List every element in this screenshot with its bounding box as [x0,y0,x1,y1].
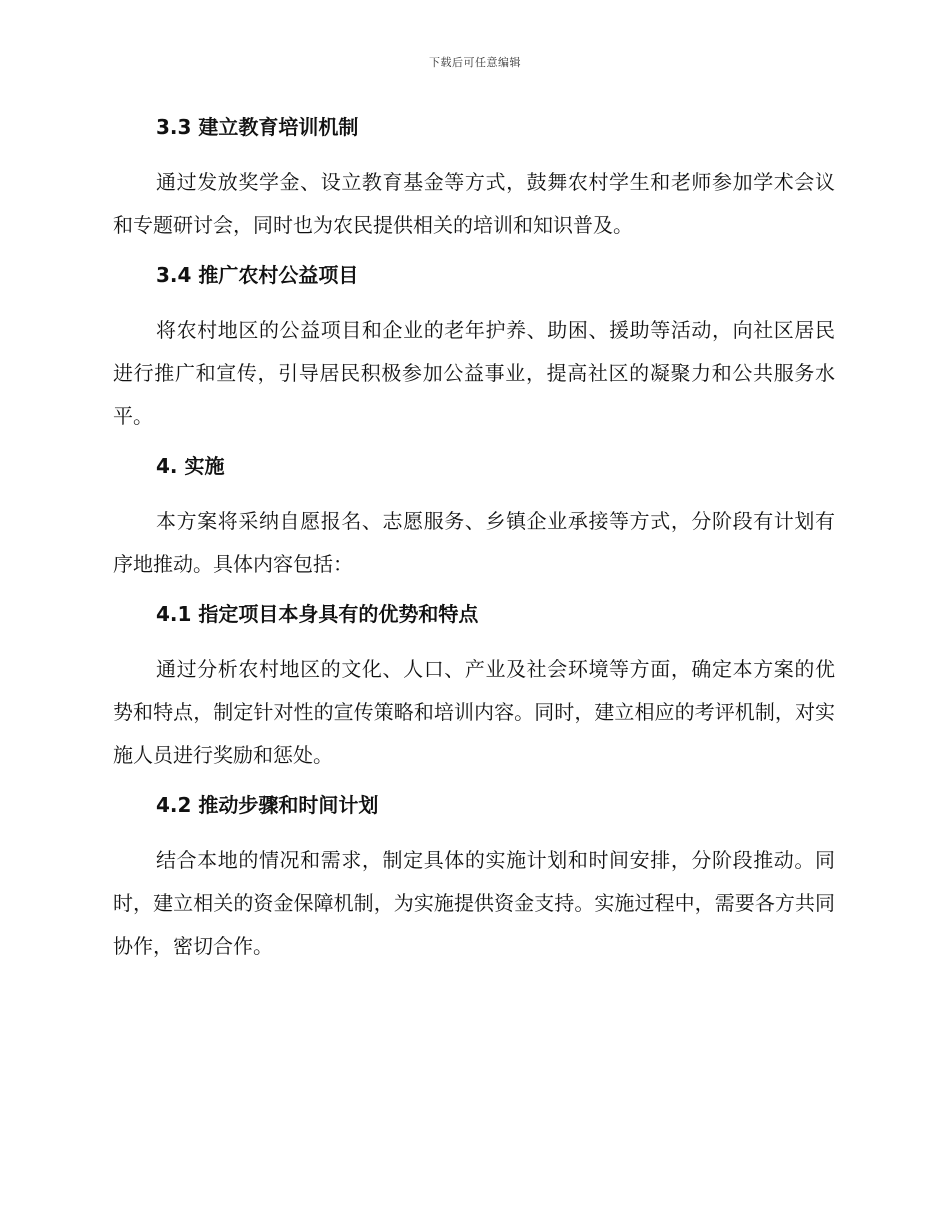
section-paragraph-4-2: 结合本地的情况和需求，制定具体的实施计划和时间安排，分阶段推动。同时，建立相关的资金保障机制，为实施提供资金支持。实施过程中，需要各方共同协作，密切合作。 [113,848,835,958]
section-paragraph-3-3: 通过发放奖学金、设立教育基金等方式，鼓舞农村学生和老师参加学术会议和专题研讨会，同时也为农民提供相关的培训和知识普及。 [113,170,835,237]
section-paragraph-4: 本方案将采纳自愿报名、志愿服务、乡镇企业承接等方式，分阶段有计划有序地推动。具体内容包括： [113,509,835,576]
document-body [113,112,835,981]
header-note: 下载后可任意编辑 [429,56,521,69]
section-heading-3-4: 3.4 推广农村公益项目 [156,263,359,287]
section-paragraph-3-4: 将农村地区的公益项目和企业的老年护养、助困、援助等活动，向社区居民进行推广和宣传，引导居民积极参加公益事业，提高社区的凝聚力和公共服务水平。 [113,318,835,428]
section-heading-4-2: 4.2 推动步骤和时间计划 [156,793,379,817]
section-heading-3-3: 3.3 建立教育培训机制 [156,115,359,139]
section-heading-4: 4. 实施 [156,454,225,478]
section-paragraph-4-1: 通过分析农村地区的文化、人口、产业及社会环境等方面，确定本方案的优势和特点，制定针对性的宣传策略和培训内容。同时，建立相应的考评机制，对实施人员进行奖励和惩处。 [113,657,835,767]
section-heading-4-1: 4.1 指定项目本身具有的优势和特点 [156,602,479,626]
